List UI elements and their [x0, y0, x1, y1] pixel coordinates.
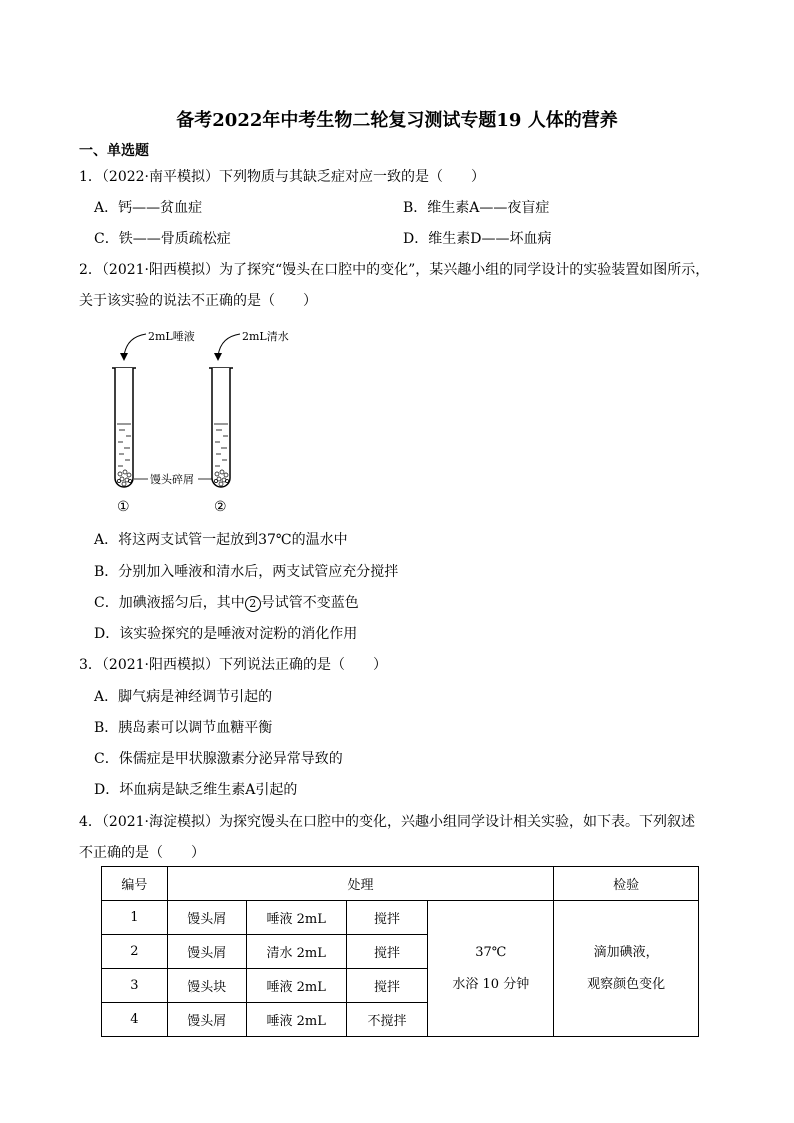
question-3-stem: 3．（2021·阳西模拟）下列说法正确的是（ ）: [79, 657, 387, 673]
test-tube-figure: [100, 320, 289, 520]
table-cell: 搅拌: [346, 935, 428, 969]
check-cell: [554, 901, 699, 1037]
water-bath-time: 水浴 10 分钟: [452, 976, 530, 992]
arrow-water: [218, 334, 240, 356]
tube-2-number: ②: [214, 499, 227, 515]
question-2-option-a: A．将这两支试管一起放到37℃的温水中: [94, 532, 348, 548]
table-header: 检验: [554, 867, 699, 901]
question-3-option-a: A．脚气病是神经调节引起的: [94, 689, 273, 705]
table-cell: 搅拌: [346, 901, 428, 935]
table-cell: 馒头屑: [167, 1003, 246, 1037]
table-cell: 4: [102, 1003, 168, 1037]
table-cell: 唾液 2mL: [246, 901, 346, 935]
water-label: 2mL清水: [242, 330, 289, 343]
question-3-option-d: D．坏血病是缺乏维生素A引起的: [94, 782, 298, 798]
water-bath-temp: 37℃: [475, 944, 507, 960]
circled-number: 2: [245, 596, 261, 612]
tube-1-number: ①: [117, 499, 130, 515]
question-2-option-c-text-end: 号试管不变蓝色: [260, 595, 359, 611]
arrowhead-water: [214, 353, 222, 361]
question-2-stem-continued: 关于该实验的说法不正确的是（ ）: [79, 293, 317, 309]
question-1-stem: 1．（2022·南平模拟）下列物质与其缺乏症对应一致的是（ ）: [79, 169, 485, 185]
table-cell: 唾液 2mL: [246, 969, 346, 1003]
table-cell: 馒头屑: [167, 901, 246, 935]
table-header: 编号: [102, 867, 168, 901]
arrowhead-saliva: [120, 353, 128, 361]
question-1-option-c: C．铁——骨质疏松症: [94, 231, 231, 247]
question-1-option-d: D．维生素D——坏血病: [403, 231, 552, 247]
crumbs-label: 馒头碎屑: [150, 473, 194, 486]
table-cell: 2: [102, 935, 168, 969]
check-step-1: 滴加碘液，: [593, 944, 659, 960]
experiment-table: [101, 866, 699, 1037]
question-1-option-b: B．维生素A——夜盲症: [403, 200, 550, 216]
question-2-stem: 2．（2021·阳西模拟）为了探究“馒头在口腔中的变化”，某兴趣小组的同学设计的实验装置如图所示，: [79, 262, 710, 278]
table-cell: 馒头块: [167, 969, 246, 1003]
question-4-stem-continued: 不正确的是（ ）: [79, 845, 205, 861]
page-title: 备考2022年中考生物二轮复习测试专题19 人体的营养: [176, 110, 618, 131]
table-cell: 不搅拌: [346, 1003, 428, 1037]
check-step-2: 观察颜色变化: [587, 976, 666, 992]
arrow-saliva: [124, 334, 146, 356]
table-cell: 搅拌: [346, 969, 428, 1003]
question-2-option-c: [94, 592, 359, 612]
question-2-option-b: B．分别加入唾液和清水后，两支试管应充分搅拌: [94, 564, 399, 580]
table-header-row: [102, 867, 699, 901]
table-cell: 1: [102, 901, 168, 935]
question-2-option-d: D．该实验探究的是唾液对淀粉的消化作用: [94, 626, 358, 642]
saliva-label: 2mL唾液: [148, 330, 195, 343]
table-cell: 馒头屑: [167, 935, 246, 969]
test-tube-1: [112, 368, 136, 487]
water-bath-cell: [428, 901, 554, 1037]
table-cell: 唾液 2mL: [246, 1003, 346, 1037]
table-header: 处理: [167, 867, 553, 901]
table-cell: 3: [102, 969, 168, 1003]
question-1-option-a: A．钙——贫血症: [94, 200, 203, 216]
test-tube-2: [209, 368, 233, 487]
section-heading: 一、单选题: [79, 143, 149, 159]
table-row: [102, 901, 699, 935]
question-2-option-c-text: C．加碘液摇匀后，其中: [94, 595, 245, 611]
question-3-option-b: B．胰岛素可以调节血糖平衡: [94, 720, 273, 736]
question-4-stem: 4．（2021·海淀模拟）为探究馒头在口腔中的变化，兴趣小组同学设计相关实验，如下表。下列叙述: [79, 814, 695, 830]
table-cell: 清水 2mL: [246, 935, 346, 969]
question-3-option-c: C．侏儒症是甲状腺激素分泌异常导致的: [94, 751, 343, 767]
